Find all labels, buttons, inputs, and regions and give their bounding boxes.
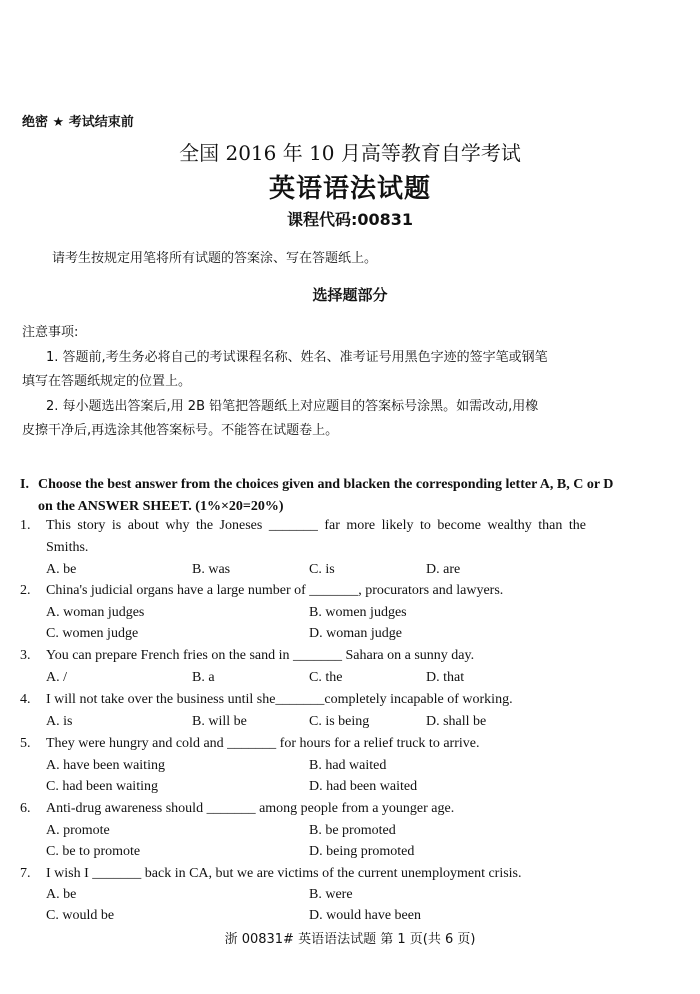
option-a: A. have been waiting (46, 758, 165, 773)
exam-title: 全国 2016 年 10 月高等教育自学考试 (179, 141, 521, 165)
option-d: D. that (426, 670, 465, 685)
question-number: 7. (20, 866, 31, 881)
option-d: D. woman judge (309, 626, 402, 641)
option-a: A. is (46, 714, 73, 729)
option-c: C. had been waiting (46, 779, 158, 794)
part-1-instruction: Choose the best answer from the choices given and blacken the corresponding letter A, B, C or D on the ANSWER SHEET. (1%×20=20%) (38, 477, 614, 514)
subject-title: 英语语法试题 (268, 174, 431, 204)
option-d: D. had been waited (309, 779, 418, 794)
option-b: B. had waited (309, 758, 387, 773)
question-text-line-1: Anti-drug awareness should _______ among people from a younger age. (46, 801, 455, 816)
option-c: C. is being (309, 714, 370, 729)
page-footer: 浙 00831# 英语语法试题 第 1 页(共 6 页) (224, 932, 476, 947)
option-a: A. / (46, 670, 67, 685)
option-b: B. will be (192, 714, 247, 729)
question-number: 5. (20, 736, 31, 751)
option-b: B. women judges (309, 605, 407, 620)
part-1-number: I. (20, 477, 29, 492)
question-text-line-2: Smiths. (46, 540, 89, 555)
question-text-line-1: This story is about why the Joneses _______ far more likely to become wealthy than the (46, 518, 586, 533)
question-number: 4. (20, 692, 31, 707)
note-1-line-2: 填写在答题纸规定的位置上。 (22, 374, 192, 389)
option-b: B. were (309, 887, 353, 902)
option-c: C. the (309, 670, 343, 685)
note-2-line-2: 皮擦干净后,再选涂其他答案标号。不能答在试题卷上。 (22, 423, 339, 438)
option-b: B. was (192, 562, 231, 577)
option-c: C. be to promote (46, 844, 141, 859)
option-b: B. be promoted (309, 823, 396, 838)
option-a: A. be (46, 887, 77, 902)
question-number: 1. (20, 518, 31, 533)
option-c: C. is (309, 562, 335, 577)
note-2-line-1: 2. 每小题选出答案后,用 2B 铅笔把答题纸上对应题目的答案标号涂黑。如需改动,用橡 (46, 399, 539, 414)
option-c: C. would be (46, 908, 115, 923)
option-a: A. be (46, 562, 77, 577)
option-d: D. shall be (426, 714, 487, 729)
question-number: 2. (20, 583, 31, 598)
option-d: D. would have been (309, 908, 421, 923)
option-d: D. are (426, 562, 461, 577)
confidential-label: 绝密 ★ 考试结束前 (22, 115, 134, 130)
question-text-line-1: You can prepare French fries on the sand in _______ Sahara on a sunny day. (46, 648, 475, 663)
option-d: D. being promoted (309, 844, 415, 859)
course-code: 课程代码:00831 (286, 210, 414, 229)
question-number: 3. (20, 648, 31, 663)
question-text-line-1: I will not take over the business until she_______completely incapable of working. (46, 692, 513, 707)
question-number: 6. (20, 801, 31, 816)
option-b: B. a (192, 670, 215, 685)
option-c: C. women judge (46, 626, 139, 641)
option-a: A. woman judges (46, 605, 145, 620)
general-instruction: 请考生按规定用笔将所有试题的答案涂、写在答题纸上。 (52, 251, 378, 266)
question-text-line-1: China's judicial organs have a large number of _______, procurators and lawyers. (46, 583, 504, 598)
note-1-line-1: 1. 答题前,考生务必将自己的考试课程名称、姓名、准考证号用黑色字迹的签字笔或钢笔 (46, 350, 548, 365)
question-text-line-1: They were hungry and cold and _______ for hours for a relief truck to arrive. (46, 736, 480, 751)
question-text-line-1: I wish I _______ back in CA, but we are victims of the current unemployment crisis. (46, 866, 522, 881)
notes-heading: 注意事项: (22, 325, 79, 340)
section-title: 选择题部分 (312, 286, 388, 304)
option-a: A. promote (46, 823, 110, 838)
